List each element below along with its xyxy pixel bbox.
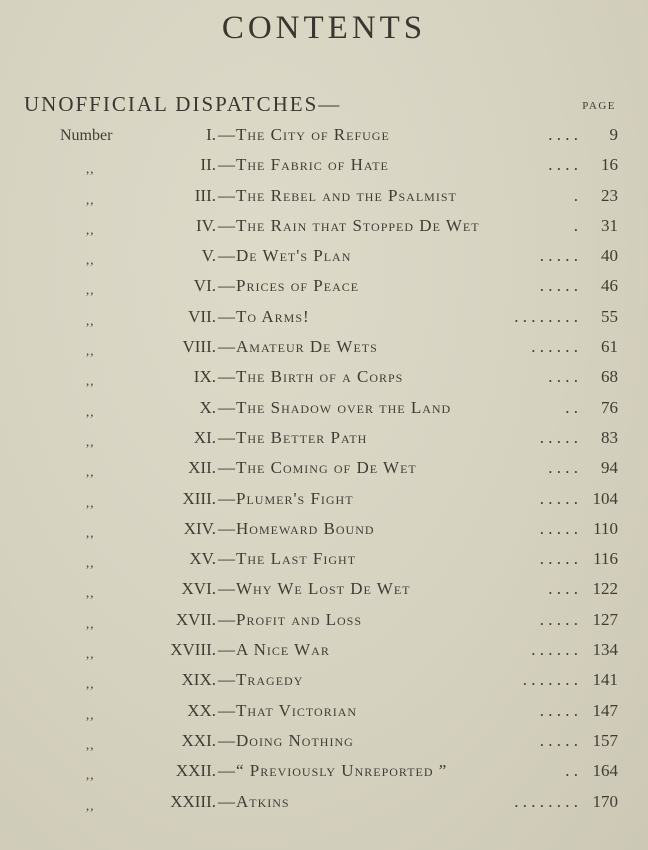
page-number: 23 (601, 185, 618, 205)
ditto-mark: ,, (86, 252, 95, 268)
chapter-numeral: XVI. (181, 579, 216, 599)
dot-leaders: . . (565, 397, 578, 417)
dot-leaders: . . . . . . (531, 337, 578, 357)
chapter-title: —The Better Path (218, 427, 368, 447)
chapter-numeral: III. (194, 185, 216, 205)
dot-leaders: . (573, 185, 578, 205)
chapter-title: —Profit and Loss (218, 609, 363, 629)
page-number: 83 (601, 427, 618, 447)
dot-leaders: . . . . . (539, 518, 578, 538)
chapter-title: —Amateur De Wets (218, 337, 378, 357)
page-number: 170 (592, 791, 618, 811)
page-number: 94 (601, 458, 618, 478)
chapter-title: —Doing Nothing (218, 730, 354, 750)
chapter-numeral: I. (206, 125, 216, 144)
dot-leaders: . . . . (548, 579, 578, 599)
chapter-title: —The Rebel and the Psalmist (218, 185, 457, 205)
dot-leaders: . . . . . . . . (514, 306, 578, 326)
dot-leaders: . . . . . . (531, 640, 578, 660)
chapter-title: —The Coming of De Wet (218, 458, 417, 478)
contents-row (0, 758, 648, 788)
ditto-mark: ,, (86, 615, 95, 631)
dot-leaders: . . . . (548, 125, 578, 144)
page-number: 46 (601, 276, 618, 296)
ditto-mark: ,, (86, 706, 95, 722)
contents-list (0, 122, 648, 819)
ditto-mark: ,, (86, 312, 95, 328)
chapter-numeral: XII. (188, 458, 216, 478)
ditto-mark: ,, (86, 555, 95, 571)
dot-leaders: . . . . . (539, 549, 578, 569)
chapter-numeral: X. (199, 397, 216, 417)
dot-leaders: . . . . . (539, 609, 578, 629)
ditto-mark: ,, (86, 373, 95, 389)
page-number: 9 (609, 125, 618, 144)
chapter-numeral: XXIII. (170, 791, 216, 811)
chapter-title: —The Birth of a Corps (218, 367, 404, 387)
page-number: 110 (593, 518, 618, 538)
page-number: 68 (601, 367, 618, 387)
contents-row (0, 395, 648, 425)
page-number: 40 (601, 246, 618, 266)
ditto-mark: ,, (86, 403, 95, 419)
ditto-mark: ,, (86, 736, 95, 752)
chapter-numeral: XX. (187, 700, 216, 720)
ditto-mark: ,, (86, 464, 95, 480)
chapter-title: —The Fabric of Hate (218, 155, 389, 175)
chapter-numeral: XVII. (175, 609, 216, 629)
dot-leaders: . . . . . (539, 700, 578, 720)
ditto-mark: ,, (86, 433, 95, 449)
page-title: CONTENTS (221, 10, 427, 46)
contents-row (0, 667, 648, 697)
chapter-numeral: XI. (193, 427, 216, 447)
contents-row (0, 516, 648, 546)
ditto-mark: ,, (86, 343, 95, 359)
contents-row (0, 243, 648, 273)
section-heading: UNOFFICIAL DISPATCHES— (24, 92, 342, 116)
contents-row (0, 789, 648, 819)
contents-row (0, 728, 648, 758)
chapter-title: —To Arms! (218, 306, 310, 326)
chapter-title: —Tragedy (218, 670, 304, 690)
contents-row (0, 183, 648, 213)
page-number: 147 (592, 700, 618, 720)
page-number: 55 (601, 306, 618, 326)
dot-leaders: . . . . . (539, 276, 578, 296)
chapter-title: —Why We Lost De Wet (218, 579, 411, 599)
chapter-title: —Homeward Bound (218, 518, 375, 538)
page-number: 31 (601, 215, 618, 235)
contents-row (0, 455, 648, 485)
chapter-title: —That Victorian (218, 700, 358, 720)
page-number: 61 (601, 337, 618, 357)
page-number: 157 (592, 730, 618, 750)
chapter-numeral: XV. (189, 549, 216, 569)
ditto-mark: ,, (86, 282, 95, 298)
page-number: 164 (592, 761, 618, 781)
page-number: 127 (592, 609, 618, 629)
ditto-mark: ,, (86, 191, 95, 207)
chapter-numeral: XIII. (182, 488, 216, 508)
chapter-numeral: XIV. (183, 518, 216, 538)
chapter-numeral: XIX. (181, 670, 216, 690)
ditto-mark: ,, (86, 767, 95, 783)
chapter-numeral: V. (201, 246, 216, 266)
chapter-title: —“ Previously Unreported ” (218, 761, 448, 781)
contents-row (0, 425, 648, 455)
chapter-numeral: XXI. (181, 730, 216, 750)
dot-leaders: . . . . (548, 458, 578, 478)
contents-row (0, 607, 648, 637)
chapter-title: —De Wet's Plan (218, 246, 352, 266)
dot-leaders: . . . . (548, 155, 578, 175)
ditto-mark: ,, (86, 585, 95, 601)
page-number: 116 (593, 549, 618, 569)
contents-row (0, 213, 648, 243)
page-number: 141 (592, 670, 618, 690)
page-number: 76 (601, 397, 618, 417)
chapter-title: —The Rain that Stopped De Wet (218, 215, 480, 235)
chapter-numeral: VIII. (182, 337, 216, 357)
dot-leaders: . (573, 215, 578, 235)
contents-row (0, 576, 648, 606)
contents-row (0, 334, 648, 364)
contents-row (0, 698, 648, 728)
page-number: 134 (592, 640, 618, 660)
chapter-title: —The Shadow over the Land (218, 397, 452, 417)
chapter-title: —Plumer's Fight (218, 488, 354, 508)
dot-leaders: . . (565, 761, 578, 781)
ditto-mark: ,, (86, 676, 95, 692)
ditto-mark: ,, (86, 797, 95, 813)
contents-row (0, 122, 648, 152)
number-label: Number (60, 127, 113, 144)
chapter-numeral: IV. (196, 215, 216, 235)
dot-leaders: . . . . . (539, 246, 578, 266)
page-number: 104 (592, 488, 618, 508)
ditto-mark: ,, (86, 524, 95, 540)
ditto-mark: ,, (86, 161, 95, 177)
chapter-numeral: VI. (193, 276, 216, 296)
contents-row (0, 152, 648, 182)
contents-row (0, 486, 648, 516)
dot-leaders: . . . . . (539, 730, 578, 750)
chapter-numeral: IX. (193, 367, 216, 387)
chapter-title: —A Nice War (218, 640, 330, 660)
page-number: 122 (592, 579, 618, 599)
page-number: 16 (601, 155, 618, 175)
chapter-numeral: XXII. (175, 761, 216, 781)
contents-row (0, 546, 648, 576)
dot-leaders: . . . . . (539, 488, 578, 508)
dot-leaders: . . . . . . . (522, 670, 578, 690)
dot-leaders: . . . . . (539, 427, 578, 447)
dot-leaders: . . . . . . . . (514, 791, 578, 811)
chapter-numeral: XVIII. (170, 640, 216, 660)
chapter-numeral: II. (200, 155, 216, 175)
contents-row (0, 273, 648, 303)
contents-row (0, 637, 648, 667)
chapter-title: —The City of Refuge (218, 125, 390, 144)
chapter-title: —Atkins (218, 791, 290, 811)
ditto-mark: ,, (86, 494, 95, 510)
dot-leaders: . . . . (548, 367, 578, 387)
chapter-title: —The Last Fight (218, 549, 357, 569)
contents-row (0, 364, 648, 394)
contents-row (0, 304, 648, 334)
ditto-mark: ,, (86, 646, 95, 662)
ditto-mark: ,, (86, 221, 95, 237)
chapter-title: —Prices of Peace (218, 276, 360, 296)
page-column-heading: PAGE (582, 100, 616, 112)
chapter-numeral: VII. (188, 306, 216, 326)
